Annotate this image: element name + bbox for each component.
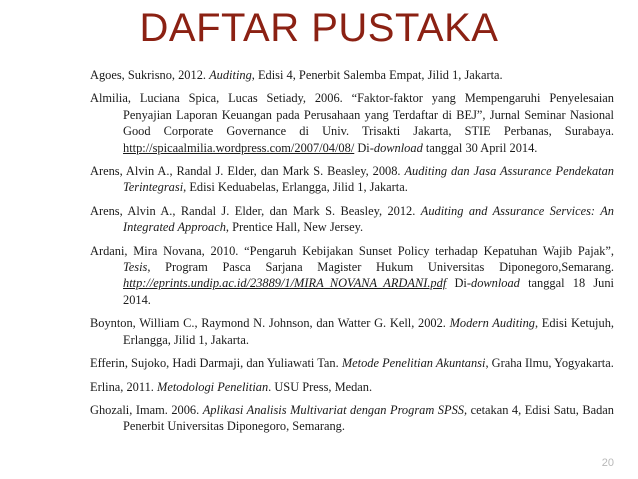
reference-entry	[90, 315, 614, 348]
reference-text: download	[471, 276, 520, 291]
reference-entry	[90, 163, 614, 196]
reference-text: , Edisi 4, Penerbit Salemba Empat, Jilid 1, Jakarta.	[251, 68, 503, 82]
reference-text: Agoes, Sukrisno, 2012.	[90, 68, 210, 82]
reference-text: download	[373, 140, 423, 155]
reference-text: Arens, Alvin A., Randal J. Elder, dan Mark S. Beasley, 2012.	[90, 203, 421, 218]
page-number: 20	[601, 457, 614, 469]
reference-text: , Graha Ilmu, Yogyakarta.	[485, 356, 614, 371]
reference-text: , Prentice Hall, New Jersey.	[225, 220, 364, 235]
reference-text: Auditing dan Jasa Assurance Pendekatan Terintegrasi	[123, 164, 614, 195]
slide-title: DAFTAR PUSTAKA	[139, 6, 499, 50]
reference-text: Ardani, Mira Novana, 2010. “Pengaruh Kebijakan Sunset Policy terhadap Kepatuhan Wajib Pajak”,	[90, 243, 614, 258]
reference-entry	[90, 379, 614, 395]
reference-text: Tesis	[123, 260, 148, 275]
reference-text: , Edisi Keduabelas, Erlangga, Jilid 1, Jakarta.	[183, 180, 408, 195]
reference-text: Di-	[446, 276, 471, 291]
reference-entry	[90, 243, 614, 309]
reference-text: Auditing	[209, 68, 252, 82]
reference-text: Ghozali, Imam. 2006.	[90, 402, 203, 417]
reference-link[interactable]: http://spicaalmilia.wordpress.com/2007/04/08/	[123, 140, 355, 155]
reference-text: Erlina, 2011.	[90, 379, 157, 394]
reference-text: Efferin, Sujoko, Hadi Darmaji, dan Yuliawati Tan.	[90, 356, 342, 371]
reference-entry	[90, 67, 614, 83]
reference-link[interactable]: http://eprints.undip.ac.id/23889/1/MIRA_NOVANA_ARDANI.pdf	[123, 276, 447, 291]
reference-text: tanggal 30 April 2014.	[422, 140, 538, 155]
reference-entry	[90, 402, 614, 435]
reference-text: Arens, Alvin A., Randal J. Elder, dan Mark S. Beasley, 2008.	[90, 164, 405, 179]
reference-text: , Edisi Ketujuh, Erlangga, Jilid 1, Jakarta.	[123, 316, 614, 347]
reference-text: cetakan 4, Edisi Satu, Badan Penerbit Universitas Diponegoro, Semarang.	[123, 402, 614, 434]
reference-text: , Program Pasca Sarjana Magister Hukum Universitas Diponegoro,Semarang.	[147, 260, 614, 275]
reference-text: Metode Penelitian Akuntansi	[341, 356, 486, 371]
reference-entry	[90, 90, 614, 156]
reference-text: Di-	[354, 140, 374, 155]
reference-entry	[90, 203, 614, 236]
reference-text: Aplikasi Analisis Multivariat dengan Program SPSS,	[202, 402, 468, 417]
reference-entry	[90, 355, 614, 371]
reference-text: Metodologi Penelitian	[157, 379, 269, 394]
reference-text: Auditing and Assurance Services: An Integrated Approach	[123, 203, 614, 235]
reference-text: tanggal 18 Juni 2014.	[123, 276, 614, 307]
reference-list	[90, 67, 614, 442]
reference-text: . USU Press, Medan.	[268, 379, 373, 394]
reference-text: Modern Auditing	[449, 316, 535, 331]
reference-text: Almilia, Luciana Spica, Lucas Setiady, 2006. “Faktor-faktor yang Mempengaruhi Penyelesaian Penyajian Laporan Keuangan pada Perusahaan yang Terdaftar di BEJ”, Jurnal Seminar Nasional Good Corporate Governance di Univ. Trisakti Jakarta, STIE Perbanas, Surabaya.	[90, 91, 614, 139]
reference-text: Boynton, William C., Raymond N. Johnson, dan Watter G. Kell, 2002.	[90, 316, 450, 331]
